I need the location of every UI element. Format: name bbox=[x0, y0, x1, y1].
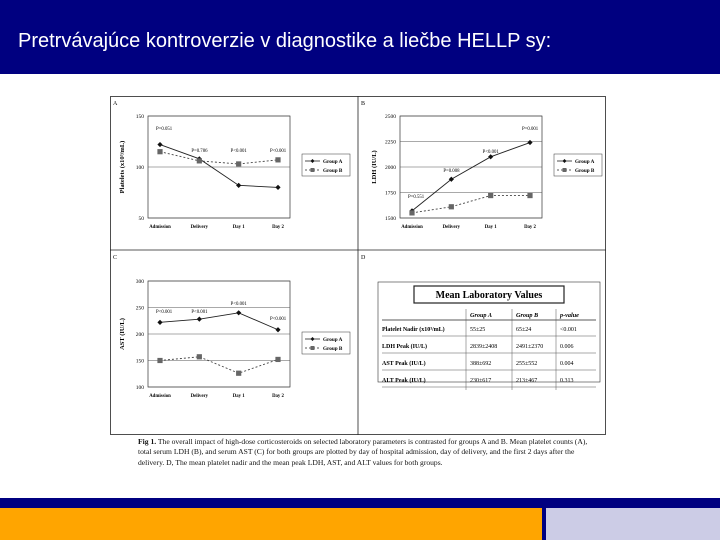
table-row-label: Platelet Nadir (x10³/mL) bbox=[382, 327, 445, 333]
y-tick-label: 250 bbox=[135, 305, 144, 312]
legend-label: Group B bbox=[323, 168, 343, 174]
panel-label: C bbox=[113, 255, 118, 261]
y-axis-label: LDH (IU/L) bbox=[371, 150, 378, 184]
caption-lead: Fig 1. bbox=[138, 437, 157, 446]
data-point-marker bbox=[157, 320, 162, 325]
data-point-marker bbox=[449, 204, 454, 209]
legend-label: Group A bbox=[575, 159, 595, 165]
caption-body: The overall impact of high-dose corticosteroids on selected laboratory parameters is contrasted for groups A and B. Mean platelet counts (A), total serum LDH (B), and serum AST (C) for both groups are plotted by day of hospital admission, day of delivery, and the first 2 days after the delivery. D, The mean platelet nadir and the mean peak LDH, AST, and ALT values for both groups. bbox=[138, 437, 588, 467]
y-tick-label: 100 bbox=[135, 385, 144, 391]
x-tick-label: Admission bbox=[149, 394, 171, 399]
footer-separator bbox=[542, 508, 546, 540]
y-tick-label: 2000 bbox=[385, 165, 396, 171]
x-tick-label: Day 2 bbox=[272, 225, 284, 230]
table-cell: 388±692 bbox=[470, 361, 492, 367]
y-tick-label: 1750 bbox=[385, 190, 396, 197]
data-point-marker bbox=[275, 327, 280, 332]
data-point-marker bbox=[157, 149, 162, 154]
figure-caption bbox=[138, 437, 598, 468]
legend-label: Group A bbox=[323, 337, 343, 343]
table-row-label: AST Peak (IU/L) bbox=[382, 361, 426, 367]
table-header-cell: Group A bbox=[470, 312, 492, 319]
data-point-marker bbox=[197, 158, 202, 163]
x-tick-label: Day 2 bbox=[524, 225, 536, 230]
table-cell: 255±552 bbox=[516, 361, 538, 367]
data-point-marker bbox=[157, 142, 162, 147]
data-point-marker bbox=[197, 354, 202, 359]
data-point-marker bbox=[236, 183, 241, 188]
table-cell: 65±24 bbox=[516, 327, 532, 333]
figure-panels bbox=[110, 96, 606, 436]
x-tick-label: Day 2 bbox=[272, 394, 284, 399]
x-tick-label: Delivery bbox=[442, 225, 460, 230]
legend-marker bbox=[311, 346, 315, 350]
data-point-marker bbox=[236, 310, 241, 315]
series-line bbox=[160, 145, 278, 188]
p-value-annotation: P=0.008 bbox=[443, 169, 460, 174]
legend-marker bbox=[563, 168, 567, 172]
y-tick-label: 300 bbox=[135, 279, 144, 285]
slide-title-bar bbox=[0, 0, 720, 72]
slide-title: Pretrvávajúce kontroverzie v diagnostike a liečbe HELLP sy: bbox=[18, 30, 552, 52]
table-cell: 2839±2408 bbox=[470, 344, 498, 350]
y-tick-label: 100 bbox=[135, 165, 144, 171]
table-cell: 0.006 bbox=[560, 344, 574, 350]
p-value-annotation: P<0.001 bbox=[270, 149, 287, 154]
data-point-marker bbox=[275, 185, 280, 190]
legend-marker bbox=[311, 168, 315, 172]
data-point-marker bbox=[236, 371, 241, 376]
p-value-annotation: P<0.001 bbox=[482, 150, 499, 155]
data-point-marker bbox=[197, 317, 202, 322]
y-tick-label: 50 bbox=[138, 216, 144, 222]
series-line bbox=[160, 152, 278, 164]
footer-lilac-band bbox=[544, 508, 720, 540]
x-tick-label: Day 1 bbox=[232, 394, 245, 399]
table-cell: 213±467 bbox=[516, 378, 538, 384]
p-value-annotation: P=0.051 bbox=[156, 127, 173, 132]
p-value-annotation: P<0.001 bbox=[230, 149, 247, 154]
series-line bbox=[412, 196, 530, 213]
series-line bbox=[412, 143, 530, 211]
table-cell: 230±617 bbox=[470, 378, 492, 384]
x-tick-label: Admission bbox=[149, 225, 171, 230]
scanned-figure bbox=[110, 96, 606, 490]
x-tick-label: Delivery bbox=[190, 225, 208, 230]
table-cell: 55±25 bbox=[470, 327, 486, 333]
table-title: Mean Laboratory Values bbox=[435, 290, 543, 301]
table-cell: 2491±2370 bbox=[516, 344, 544, 350]
p-value-annotation: P<0.001 bbox=[230, 302, 247, 307]
y-tick-label: 200 bbox=[135, 332, 144, 338]
y-tick-label: 150 bbox=[135, 114, 144, 120]
panel-label: D bbox=[361, 255, 366, 261]
panel-label: A bbox=[113, 101, 118, 107]
y-tick-label: 2500 bbox=[385, 114, 396, 120]
data-point-marker bbox=[527, 193, 532, 198]
table-row-label: LDH Peak (IU/L) bbox=[382, 344, 427, 350]
x-tick-label: Admission bbox=[401, 225, 423, 230]
footer-orange-band bbox=[0, 508, 544, 540]
series-line bbox=[160, 313, 278, 330]
p-value-annotation: P=0.001 bbox=[522, 127, 539, 132]
data-point-marker bbox=[236, 161, 241, 166]
p-value-annotation: P=0.551 bbox=[408, 195, 425, 200]
table-row-label: ALT Peak (IU/L) bbox=[382, 378, 426, 384]
p-value-annotation: P<0.001 bbox=[191, 310, 208, 315]
p-value-annotation: P<0.001 bbox=[270, 317, 287, 322]
x-tick-label: Day 1 bbox=[484, 225, 497, 230]
table-cell: 0.004 bbox=[560, 361, 574, 367]
data-point-marker bbox=[409, 210, 414, 215]
data-point-marker bbox=[157, 358, 162, 363]
y-axis-label: AST (IU/L) bbox=[119, 318, 126, 350]
data-point-marker bbox=[275, 157, 280, 162]
table-cell: 0.313 bbox=[560, 378, 574, 384]
y-tick-label: 150 bbox=[135, 358, 144, 365]
y-axis-label: Platelets (x10³/mL) bbox=[119, 140, 126, 194]
legend-label: Group B bbox=[323, 346, 343, 352]
data-point-marker bbox=[527, 140, 532, 145]
p-value-annotation: P<0.001 bbox=[156, 310, 173, 315]
data-point-marker bbox=[488, 193, 493, 198]
table-cell: <0.001 bbox=[560, 327, 577, 333]
legend-label: Group A bbox=[323, 159, 343, 165]
p-value-annotation: P=0.786 bbox=[191, 149, 208, 154]
panel-label: B bbox=[361, 101, 366, 107]
series-line bbox=[160, 357, 278, 373]
y-tick-label: 2250 bbox=[385, 139, 396, 146]
legend-label: Group B bbox=[575, 168, 595, 174]
y-tick-label: 1500 bbox=[385, 216, 396, 222]
x-tick-label: Delivery bbox=[190, 394, 208, 399]
footer-stripe bbox=[0, 498, 720, 508]
table-header-cell: Group B bbox=[516, 312, 539, 319]
data-point-marker bbox=[275, 357, 280, 362]
table-header-cell: p-value bbox=[560, 312, 579, 319]
x-tick-label: Day 1 bbox=[232, 225, 245, 230]
